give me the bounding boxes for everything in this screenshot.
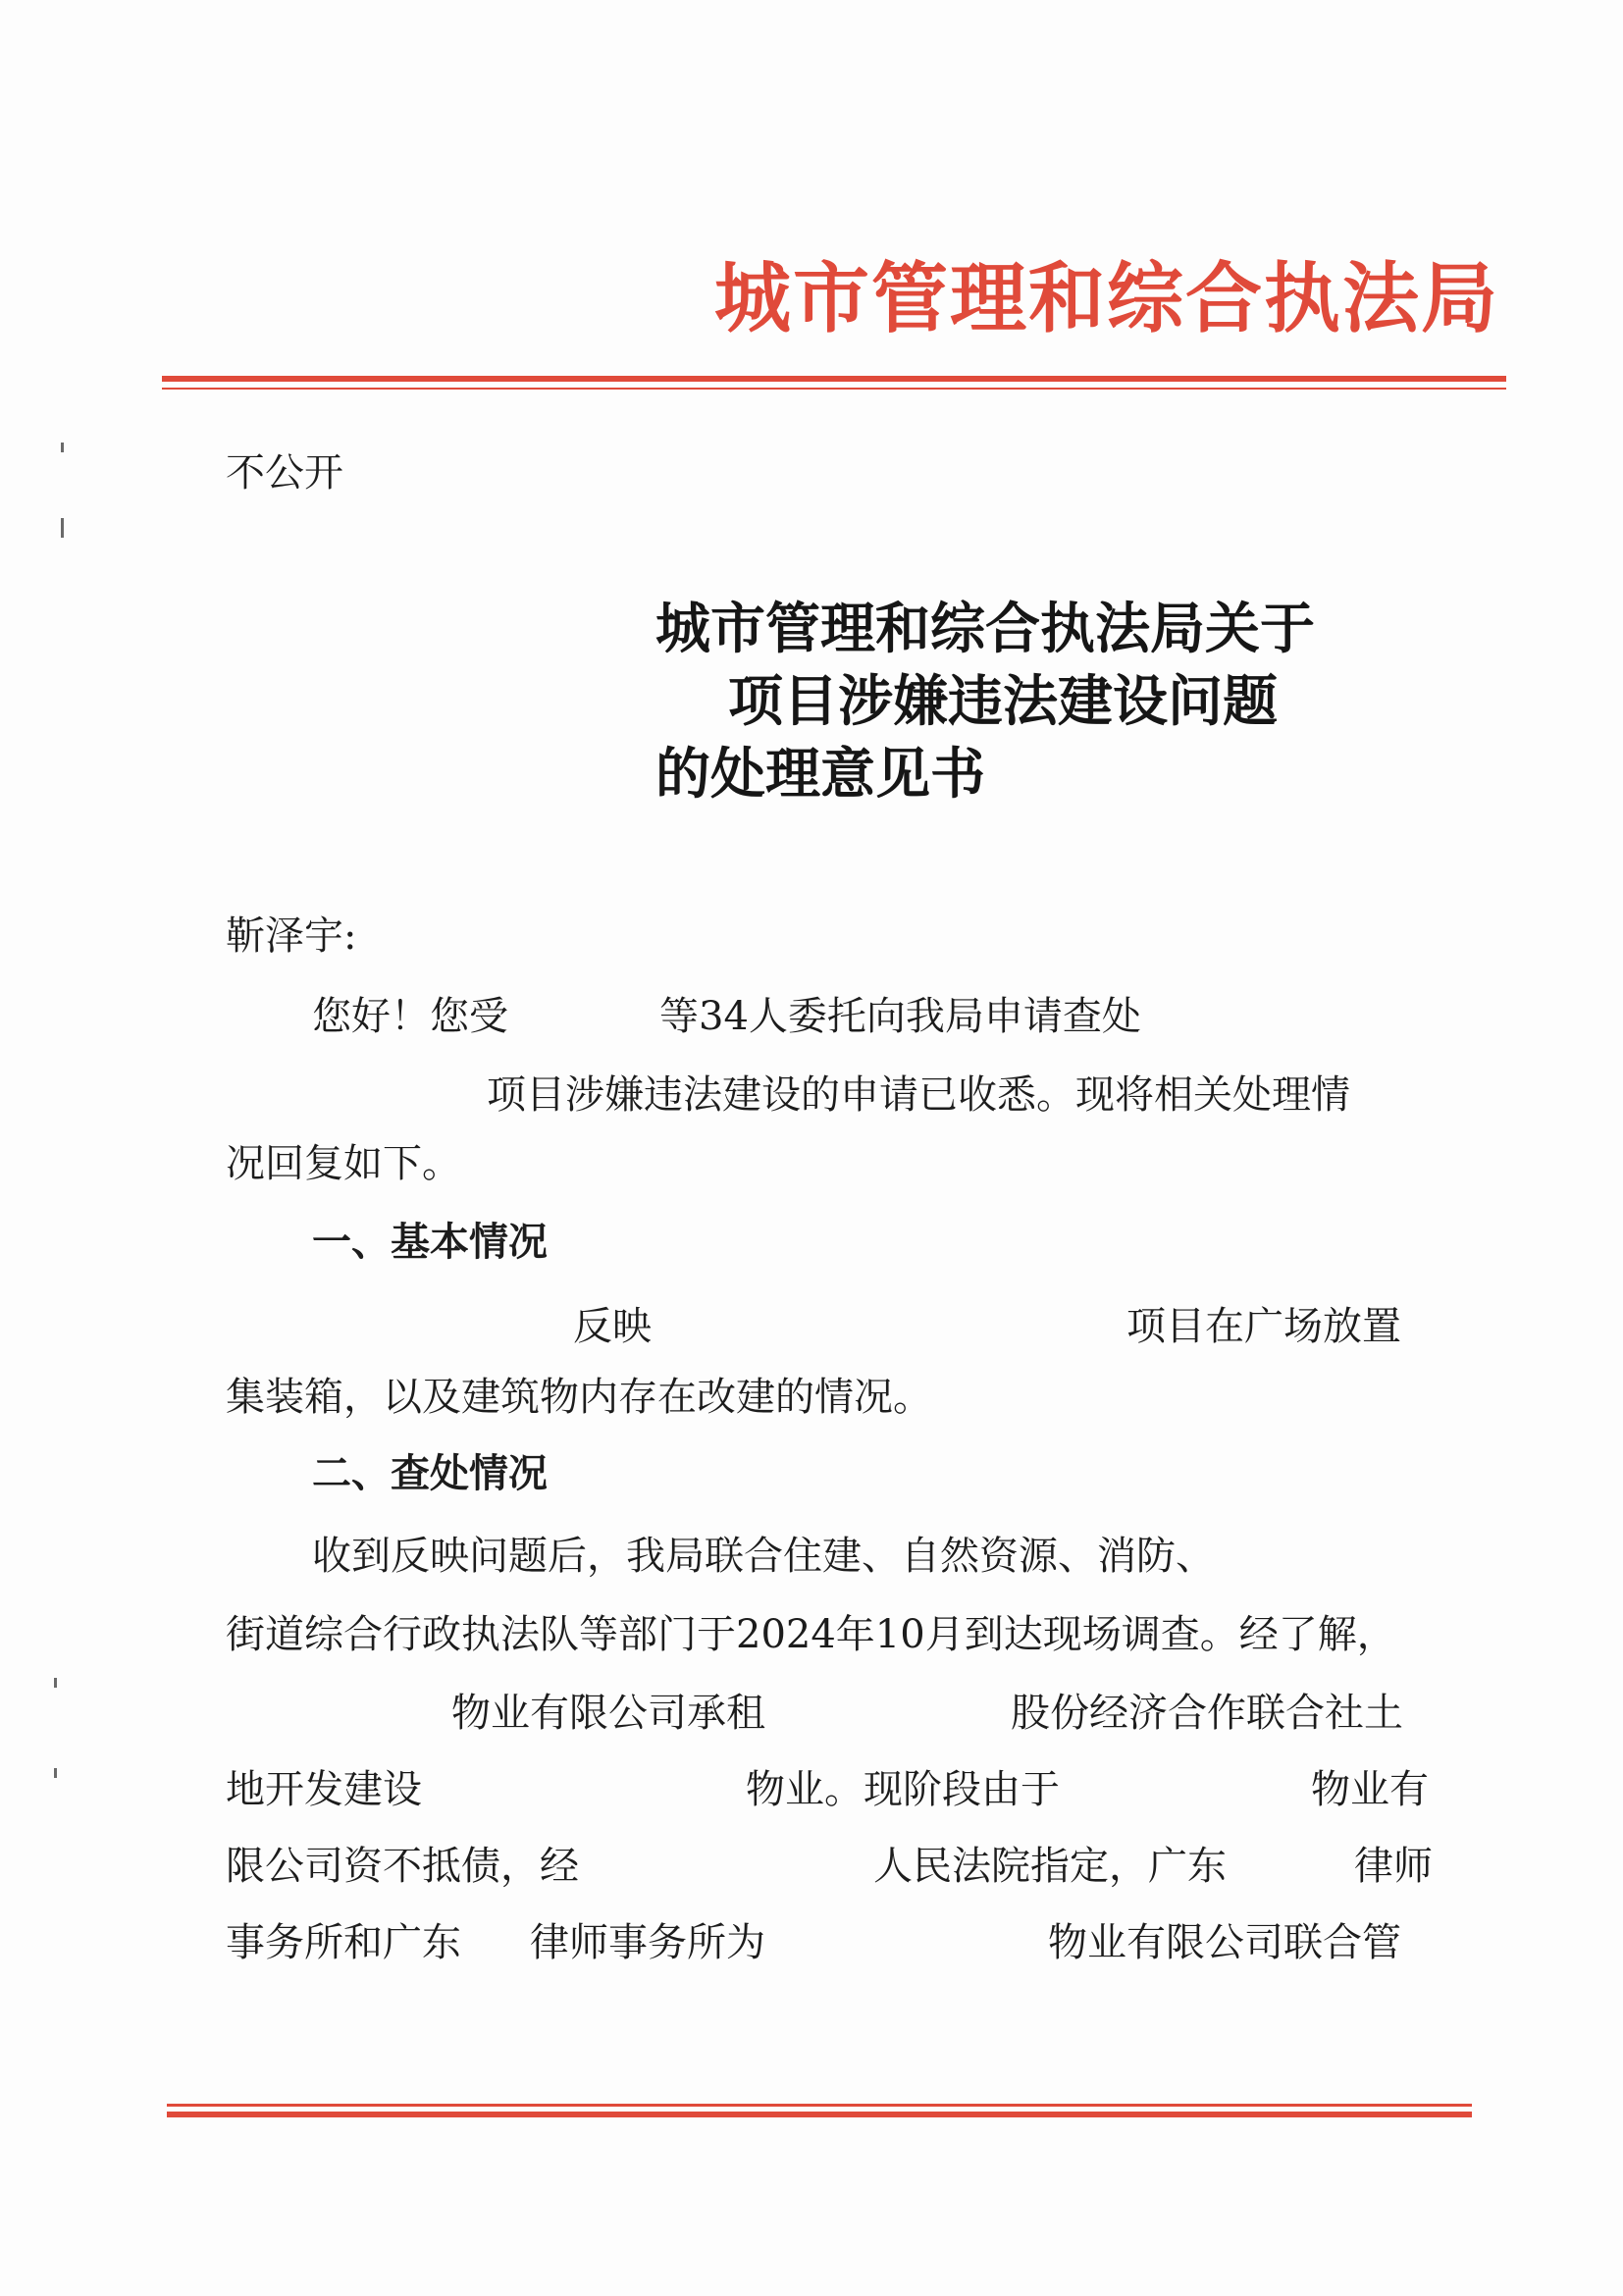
section-heading: 二、查处情况 [312, 1451, 548, 1496]
section2-segment: 物业有限公司承租 [451, 1691, 765, 1736]
section2-segment: 物业有限公司联合管 [1048, 1920, 1401, 1965]
section2-segment: 物业。现阶段由于 [746, 1767, 1060, 1812]
section2-segment: 事务所和广东 [226, 1920, 461, 1965]
section-heading: 一、基本情况 [312, 1220, 548, 1265]
classification-label: 不公开 [226, 450, 343, 496]
letterhead-rule-thin [162, 388, 1506, 390]
section2-segment: 物业有 [1311, 1767, 1429, 1812]
section2-line: 街道综合行政执法队等部门于2024年10月到达现场调查。经了解， [226, 1612, 1396, 1657]
scan-speck [54, 1768, 57, 1778]
section2-segment: 律师事务所为 [530, 1920, 765, 1965]
section1-segment: 项目在广场放置 [1126, 1304, 1401, 1349]
scan-speck [54, 1678, 57, 1688]
document-title-line-2: 项目涉嫌违法建设问题 [728, 669, 1278, 734]
intro-segment: 您好！您受 [312, 994, 508, 1039]
section2-segment: 律师 [1354, 1844, 1433, 1889]
section1-segment: 集装箱，以及建筑物内存在改建的情况。 [226, 1375, 932, 1420]
section2-segment: 限公司资不抵债，经 [226, 1844, 579, 1889]
intro-segment: 项目涉嫌违法建设的申请已收悉。现将相关处理情 [487, 1072, 1350, 1118]
intro-segment: 况回复如下。 [226, 1141, 461, 1186]
section1-segment: 反映 [573, 1304, 652, 1349]
salutation: 靳泽宇: [226, 913, 357, 959]
footer-rule-thick [167, 2112, 1472, 2117]
section2-line: 收到反映问题后，我局联合住建、自然资源、消防、 [312, 1534, 1215, 1579]
letterhead-title: 城市管理和综合执法局 [713, 254, 1499, 343]
letterhead-rule-thick [162, 376, 1506, 382]
document-title-line-1: 城市管理和综合执法局关于 [655, 597, 1315, 661]
section2-segment: 人民法院指定，广东 [873, 1844, 1227, 1889]
section2-segment: 地开发建设 [226, 1767, 422, 1812]
document-title-line-3: 的处理意见书 [655, 742, 985, 807]
scan-speck [61, 443, 64, 452]
scan-speck [61, 518, 64, 538]
section2-segment: 股份经济合作联合社土 [1011, 1691, 1403, 1736]
intro-segment: 等34人委托向我局申请查处 [659, 994, 1141, 1039]
footer-rule-thin [167, 2104, 1472, 2107]
